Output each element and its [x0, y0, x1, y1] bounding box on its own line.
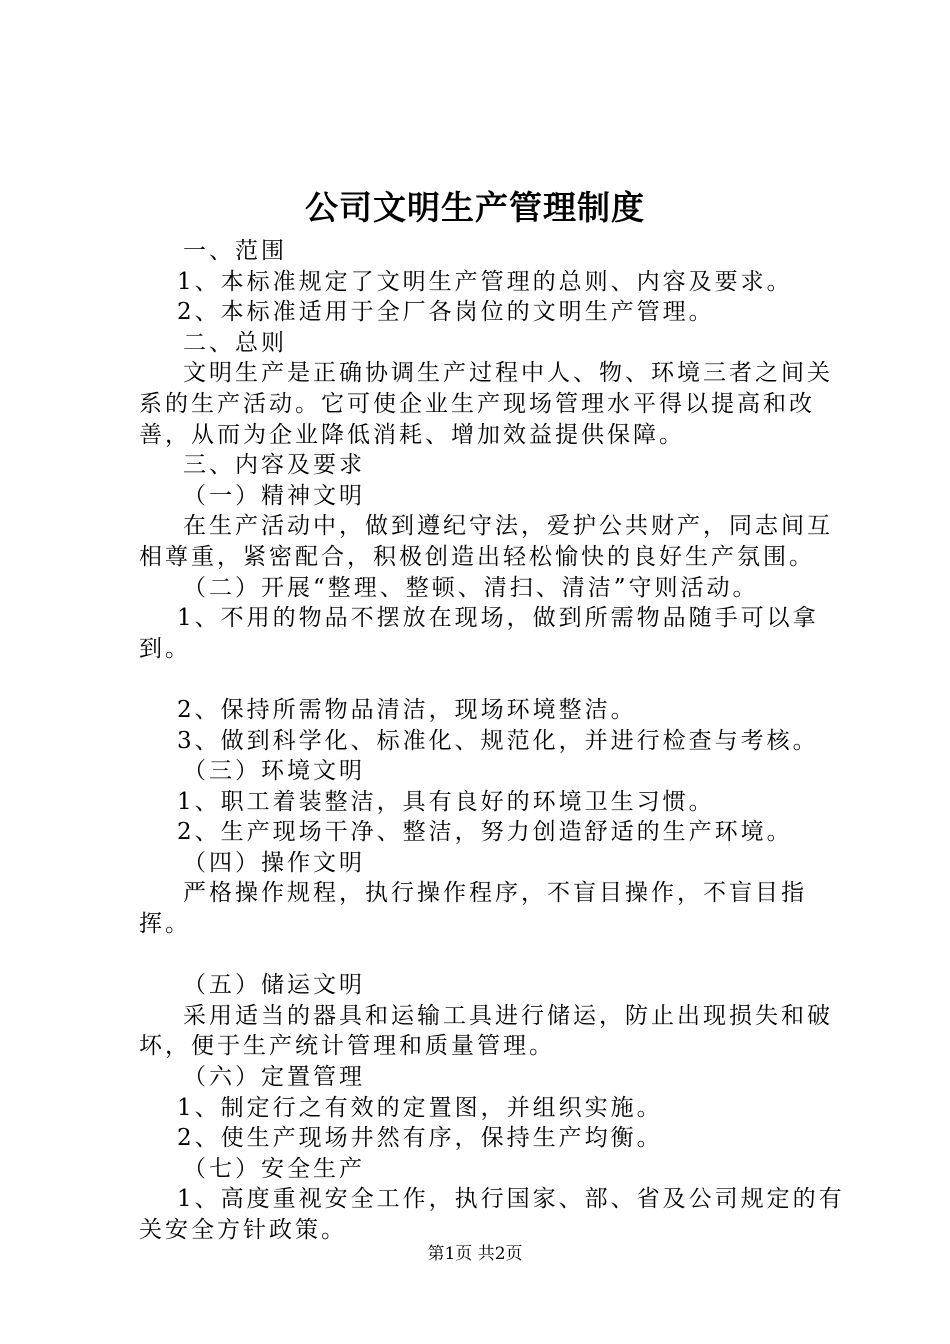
- paragraph: 1、职工着装整洁，具有良好的环境卫生习惯。: [177, 788, 715, 815]
- paragraph: 1、制定行之有效的定置图，并组织实施。: [177, 1094, 663, 1121]
- paragraph: 严格操作规程，执行操作程序，不盲目操作，不盲目指挥。: [139, 880, 807, 938]
- paragraph: 3、做到科学化、标准化、规范化，并进行检查与考核。: [177, 727, 819, 754]
- paragraph: 1、不用的物品不摆放在现场，做到所需物品随手可以拿到。: [139, 605, 819, 662]
- section-heading: 三、内容及要求: [183, 452, 365, 479]
- paragraph: 在生产活动中，做到遵纪守法，爱护公共财产，同志间互相尊重，紧密配合，积极创造出轻松愉快的良好生产氛围。: [139, 513, 833, 570]
- subsection-heading: （六）定置管理: [183, 1064, 365, 1091]
- paragraph: 文明生产是正确协调生产过程中人、物、环境三者之间关系的生产活动。它可使企业生产现场管理水平得以提高和改善，从而为企业降低消耗、增加效益提供保障。: [139, 360, 833, 448]
- subsection-heading: （一）精神文明: [183, 482, 365, 509]
- paragraph: 2、保持所需物品清洁，现场环境整洁。: [177, 696, 637, 723]
- subsection-heading: （七）安全生产: [183, 1155, 365, 1182]
- paragraph: 2、本标准适用于全厂各岗位的文明生产管理。: [177, 299, 715, 326]
- paragraph: 2、使生产现场井然有序，保持生产均衡。: [177, 1125, 663, 1152]
- subsection-heading: （二）开展“整理、整顿、清扫、清洁”守则活动。: [183, 574, 759, 601]
- page-footer: 第1页 共2页: [427, 1244, 523, 1264]
- subsection-heading: （四）操作文明: [183, 849, 365, 876]
- blank-line: [139, 940, 854, 971]
- subsection-heading: （三）环境文明: [183, 758, 365, 785]
- subsection-heading: （五）储运文明: [183, 972, 365, 999]
- paragraph: 采用适当的器具和运输工具进行储运，防止出现损失和破坏，便于生产统计管理和质量管理。: [139, 1002, 833, 1060]
- paragraph: 1、高度重视安全工作，执行国家、部、省及公司规定的有关安全方针政策。: [139, 1186, 845, 1243]
- paragraph: 2、生产现场干净、整洁，努力创造舒适的生产环境。: [177, 819, 793, 846]
- section-heading: 一、范围: [183, 238, 287, 264]
- paragraph: 1、本标准规定了文明生产管理的总则、内容及要求。: [177, 268, 793, 295]
- section-heading: 二、总则: [183, 329, 287, 356]
- document-title: 公司文明生产管理制度: [305, 188, 645, 227]
- document-body: [139, 236, 854, 1246]
- blank-line: [139, 664, 854, 695]
